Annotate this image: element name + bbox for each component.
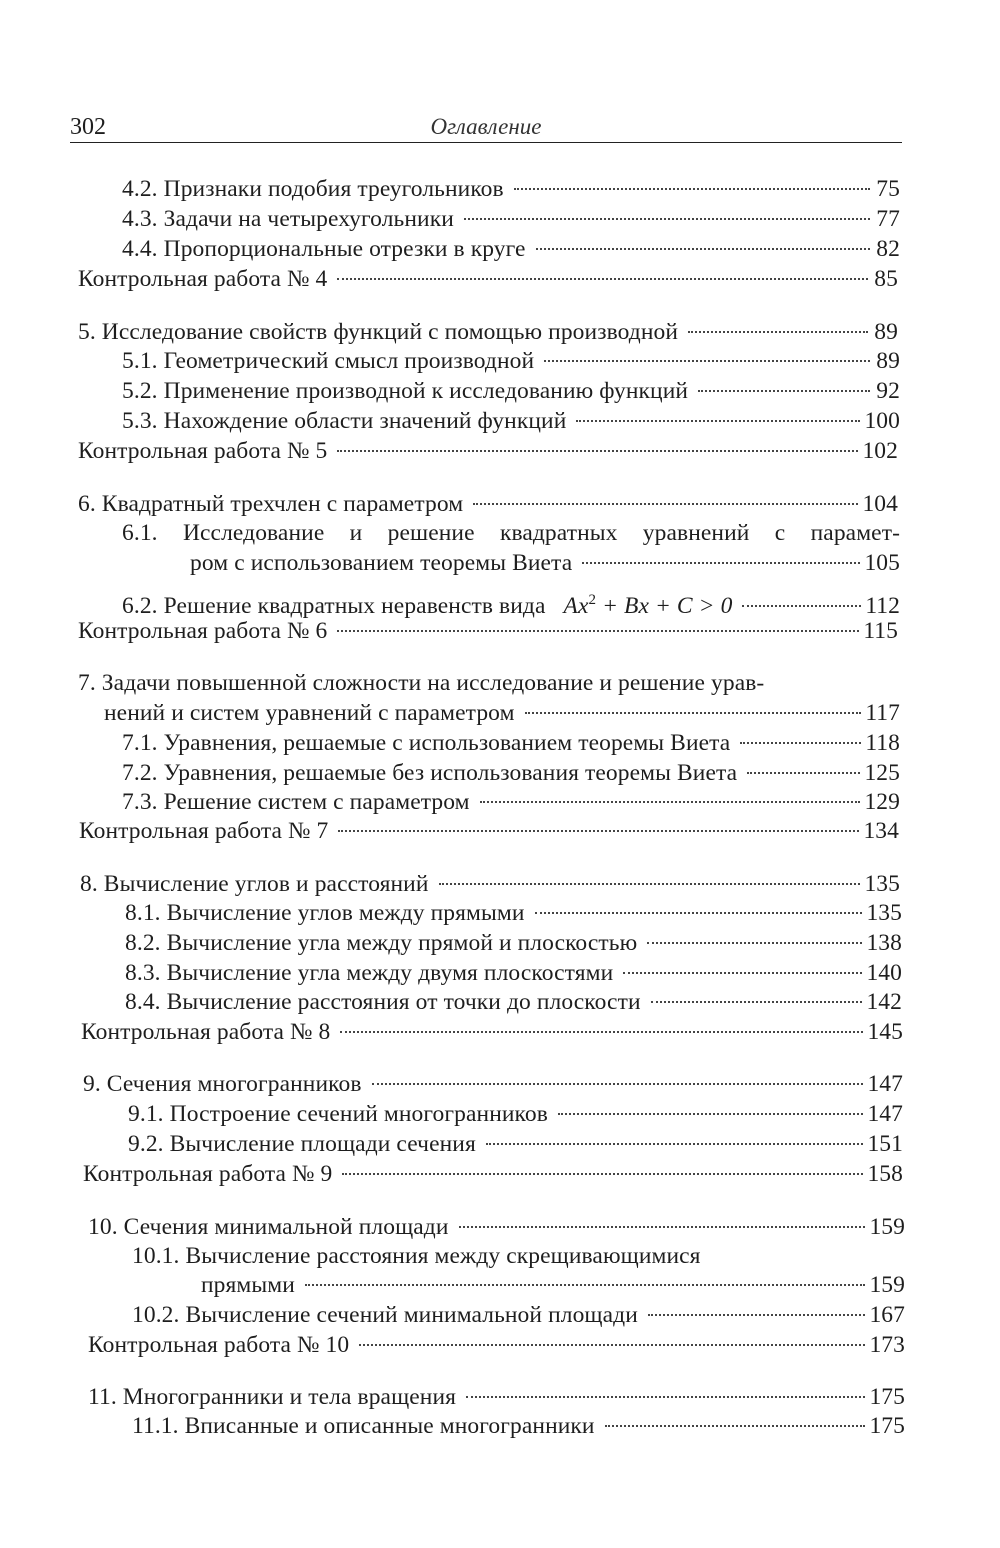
toc-entry[interactable] bbox=[81, 1017, 903, 1047]
toc-entry-title: 5.1. Геометрический смысл производной bbox=[122, 348, 535, 374]
dot-leader bbox=[372, 1083, 864, 1085]
toc-entry-title: Контрольная работа № 8 bbox=[81, 1019, 331, 1045]
toc-entry-title: 5.2. Применение производной к исследованию функций bbox=[122, 378, 689, 404]
toc-entry[interactable] bbox=[122, 234, 900, 264]
toc-entry-title: 4.3. Задачи на четырехугольники bbox=[122, 206, 454, 232]
toc-page-number: 104 bbox=[862, 491, 898, 517]
toc-page-number: 142 bbox=[866, 989, 902, 1015]
toc-page-number: 135 bbox=[866, 900, 902, 926]
dot-leader bbox=[480, 801, 861, 803]
toc-entry-title: Контрольная работа № 5 bbox=[78, 438, 328, 464]
dot-leader bbox=[342, 1173, 863, 1175]
toc-entry-title-line2: ром с использованием теоремы Виета bbox=[190, 550, 573, 576]
dot-leader bbox=[536, 248, 870, 250]
dot-leader bbox=[698, 390, 870, 392]
dot-leader bbox=[337, 630, 859, 632]
toc-page-number: 117 bbox=[865, 700, 900, 726]
toc-entry[interactable] bbox=[122, 758, 900, 788]
dot-leader bbox=[747, 772, 860, 774]
toc-entry[interactable] bbox=[78, 616, 898, 646]
dot-leader bbox=[359, 1344, 865, 1346]
toc-entry[interactable] bbox=[122, 204, 900, 234]
toc-page-number: 159 bbox=[869, 1214, 905, 1240]
toc-entry-title: Контрольная работа № 10 bbox=[88, 1332, 350, 1358]
toc-page-number: 175 bbox=[869, 1413, 905, 1439]
dot-leader bbox=[486, 1143, 864, 1145]
toc-entry[interactable] bbox=[201, 1270, 905, 1300]
dot-leader bbox=[305, 1284, 865, 1286]
toc-entry[interactable] bbox=[190, 548, 900, 578]
toc-entry[interactable] bbox=[78, 317, 898, 347]
toc-entry-title: 7.3. Решение систем с параметром bbox=[122, 789, 470, 815]
toc-entry[interactable] bbox=[122, 728, 900, 758]
toc-page-number: 77 bbox=[876, 206, 900, 232]
toc-entry[interactable] bbox=[122, 406, 900, 436]
toc-page-number: 158 bbox=[867, 1161, 903, 1187]
toc-entry[interactable] bbox=[132, 1411, 905, 1441]
toc-entry-title: 9.1. Построение сечений многогранников bbox=[128, 1101, 548, 1127]
toc-entry-title: 9.2. Вычисление площади сечения bbox=[128, 1131, 476, 1157]
toc-page-number: 147 bbox=[867, 1071, 903, 1097]
toc-entry[interactable] bbox=[88, 1382, 905, 1412]
toc-entry-title: Контрольная работа № 4 bbox=[78, 266, 328, 292]
dot-leader bbox=[623, 972, 862, 974]
toc-entry-title: 8.3. Вычисление угла между двумя плоскостями bbox=[125, 960, 614, 986]
toc-entry-title: 8.4. Вычисление расстояния от точки до плоскости bbox=[125, 989, 641, 1015]
dot-leader bbox=[535, 912, 863, 914]
toc-entry-title: 8. Вычисление углов и расстояний bbox=[80, 871, 429, 897]
dot-leader bbox=[337, 450, 858, 452]
toc-entry-title: 11. Многогранники и тела вращения bbox=[88, 1384, 457, 1410]
toc-entry[interactable] bbox=[122, 174, 900, 204]
dot-leader bbox=[688, 331, 868, 333]
toc-page-number: 173 bbox=[869, 1332, 905, 1358]
toc-entry[interactable] bbox=[128, 1129, 903, 1159]
toc-entry-title-line1: 10.1. Вычисление расстояния между скрещивающимися bbox=[132, 1243, 701, 1269]
toc-entry[interactable] bbox=[78, 489, 898, 519]
dot-leader bbox=[337, 278, 868, 280]
toc-page-number: 129 bbox=[864, 789, 900, 815]
toc-entry[interactable] bbox=[128, 1099, 903, 1129]
toc-page-number: 167 bbox=[869, 1302, 905, 1328]
toc-entry-title: 8.2. Вычисление угла между прямой и плоскостью bbox=[125, 930, 638, 956]
toc-entry-title: 6.2. Решение квадратных неравенств вида bbox=[122, 592, 546, 619]
toc-entry-title-line2: нений и систем уравнений с параметром bbox=[104, 700, 515, 726]
toc-entry[interactable] bbox=[78, 436, 898, 466]
dot-leader bbox=[648, 1314, 866, 1316]
dot-leader bbox=[651, 1001, 863, 1003]
toc-entry[interactable] bbox=[83, 1069, 903, 1099]
toc-entry-title: 8.1. Вычисление углов между прямыми bbox=[125, 900, 525, 926]
dot-leader bbox=[742, 605, 861, 607]
toc-entry-title: 5.3. Нахождение области значений функций bbox=[122, 408, 567, 434]
dot-leader bbox=[740, 742, 861, 744]
toc-page-number: 85 bbox=[874, 266, 898, 292]
toc-page-number: 140 bbox=[866, 960, 902, 986]
toc-entry[interactable] bbox=[122, 787, 900, 817]
formula-exponent: 2 bbox=[588, 592, 597, 608]
dot-leader bbox=[466, 1396, 865, 1398]
toc-page-number: 89 bbox=[874, 319, 898, 345]
toc-page-number: 138 bbox=[866, 930, 902, 956]
dot-leader bbox=[340, 1031, 863, 1033]
toc-entry-title: Контрольная работа № 6 bbox=[78, 618, 328, 644]
dot-leader bbox=[605, 1425, 866, 1427]
toc-entry-title: 6. Квадратный трехчлен с параметром bbox=[78, 491, 464, 517]
toc-page-number: 100 bbox=[864, 408, 900, 434]
toc-page-number: 145 bbox=[867, 1019, 903, 1045]
toc-entry-title-line1: 6.1. Исследование и решение квадратных уравнений с парамет- bbox=[122, 520, 900, 546]
toc-page-number: 105 bbox=[864, 550, 900, 576]
toc-page-number: 135 bbox=[864, 871, 900, 897]
toc-page-number: 112 bbox=[865, 592, 900, 619]
toc-page-number: 92 bbox=[876, 378, 900, 404]
toc-entry-title: 7.1. Уравнения, решаемые с использованием теоремы Виета bbox=[122, 730, 731, 756]
dot-leader bbox=[439, 883, 861, 885]
toc-entry[interactable] bbox=[88, 1212, 905, 1242]
dot-leader bbox=[338, 830, 859, 832]
toc-entry[interactable] bbox=[104, 698, 900, 728]
dot-leader bbox=[525, 712, 862, 714]
toc-page-number: 125 bbox=[864, 760, 900, 786]
page-number: 302 bbox=[70, 114, 106, 140]
toc-entry-title: 4.2. Признаки подобия треугольников bbox=[122, 176, 504, 202]
toc-entry[interactable] bbox=[122, 346, 900, 376]
toc-entry[interactable] bbox=[125, 958, 902, 988]
toc-entry[interactable] bbox=[125, 928, 902, 958]
toc-entry[interactable] bbox=[132, 1300, 905, 1330]
toc-entry-title-line1: 7. Задачи повышенной сложности на исследование и решение урав- bbox=[78, 670, 765, 696]
toc-entry[interactable] bbox=[78, 264, 898, 294]
toc-entry[interactable] bbox=[88, 1330, 905, 1360]
toc-entry-title: Контрольная работа № 7 bbox=[79, 818, 329, 844]
toc-entry-title: 7.2. Уравнения, решаемые без использования теоремы Виета bbox=[122, 760, 738, 786]
running-title: Оглавление bbox=[430, 114, 542, 139]
toc-entry[interactable] bbox=[125, 987, 902, 1017]
dot-leader bbox=[576, 420, 860, 422]
toc-page-number: 102 bbox=[862, 438, 898, 464]
toc-entry-title: 4.4. Пропорциональные отрезки в круге bbox=[122, 236, 526, 262]
toc-entry[interactable] bbox=[79, 816, 899, 846]
toc-entry-title: 5. Исследование свойств функций с помощью производной bbox=[78, 319, 679, 345]
dot-leader bbox=[544, 360, 870, 362]
toc-entry[interactable] bbox=[122, 376, 900, 406]
dot-leader bbox=[459, 1226, 866, 1228]
toc-page-number: 75 bbox=[876, 176, 900, 202]
toc-entry[interactable] bbox=[125, 898, 902, 928]
toc-entry-title: 9. Сечения многогранников bbox=[83, 1071, 362, 1097]
toc-page-number: 175 bbox=[869, 1384, 905, 1410]
toc-page-number: 147 bbox=[867, 1101, 903, 1127]
dot-leader bbox=[558, 1113, 864, 1115]
formula-rest: + Bx + C > 0 bbox=[602, 592, 733, 619]
toc-page-number: 134 bbox=[863, 818, 899, 844]
toc-entry[interactable] bbox=[80, 869, 900, 899]
toc-page-number: 151 bbox=[867, 1131, 903, 1157]
toc-page-number: 118 bbox=[865, 730, 900, 756]
formula-term: Ax bbox=[563, 592, 589, 619]
toc-entry[interactable] bbox=[83, 1159, 903, 1189]
toc-page-number: 89 bbox=[876, 348, 900, 374]
toc-entry-title: 10. Сечения минимальной площади bbox=[88, 1214, 449, 1240]
toc-entry-title-line2: прямыми bbox=[201, 1272, 295, 1298]
dot-leader bbox=[473, 503, 858, 505]
dot-leader bbox=[647, 942, 862, 944]
toc-page-number: 115 bbox=[863, 618, 898, 644]
toc-entry-title: 11.1. Вписанные и описанные многогранники bbox=[132, 1413, 595, 1439]
dot-leader bbox=[582, 562, 860, 564]
toc-page-number: 82 bbox=[876, 236, 900, 262]
toc-page-number: 159 bbox=[869, 1272, 905, 1298]
toc-entry-title: Контрольная работа № 9 bbox=[83, 1161, 333, 1187]
toc-entry-title: 10.2. Вычисление сечений минимальной площади bbox=[132, 1302, 638, 1328]
dot-leader bbox=[464, 218, 870, 220]
dot-leader bbox=[514, 188, 870, 190]
